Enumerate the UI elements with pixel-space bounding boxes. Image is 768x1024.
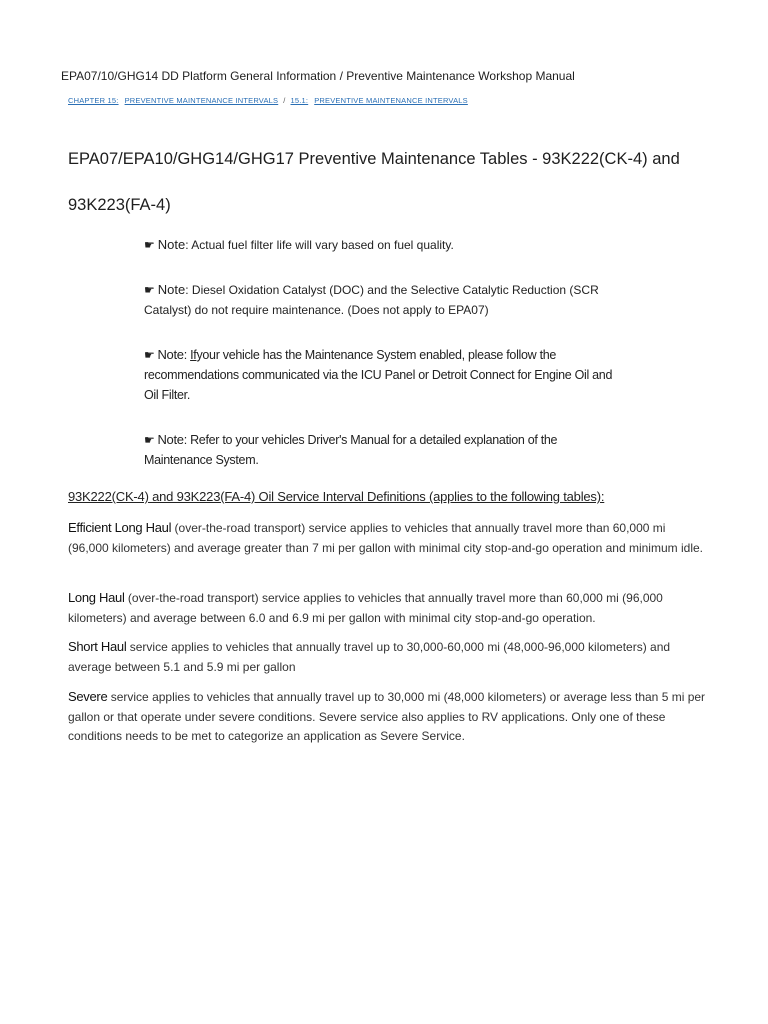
pointing-hand-icon: ☛ [144, 348, 155, 362]
definition-long-haul [68, 588, 708, 628]
definition-severe [68, 687, 708, 747]
note-drivers-manual [144, 430, 614, 470]
breadcrumb [68, 96, 468, 105]
definition-text: (over-the-road transport) service applies to vehicles that annually travel more than 60,000 mi (96,000 kilometers) and average greater than 7 mi per gallon with minimal city stop-and-go operation and minimum idle. [68, 521, 703, 555]
note-maintenance-system [144, 345, 624, 405]
breadcrumb-section-link[interactable] [291, 96, 468, 105]
note-label: Note [157, 237, 186, 252]
note-label: Note [157, 282, 186, 297]
breadcrumb-separator: / [283, 96, 286, 105]
note-text: your vehicle has the Maintenance System enabled, please follow the recommendations communicated via the ICU Panel or Detroit Connect for Engine Oil and Oil Filter. [144, 348, 613, 402]
note-label: Note [157, 432, 184, 447]
definitions-heading: 93K222(CK-4) and 93K223(FA-4) Oil Service Interval Definitions (applies to the following tables): [68, 489, 605, 504]
note-fuel-filter [144, 235, 644, 255]
pointing-hand-icon: ☛ [144, 433, 155, 447]
breadcrumb-chapter-label: PREVENTIVE MAINTENANCE INTERVALS [124, 96, 279, 105]
note-text: : Diesel Oxidation Catalyst (DOC) and the Selective Catalytic Reduction (SCR Catalyst) do not require maintenance. (Does not apply to EPA07) [144, 283, 599, 317]
note-text: : Refer to your vehicles Driver's Manual for a detailed explanation of the Maintenance System. [144, 433, 558, 467]
note-text: : Actual fuel filter life will vary based on fuel quality. [185, 238, 454, 252]
document-title: EPA07/10/GHG14 DD Platform General Information / Preventive Maintenance Workshop Manual [61, 69, 575, 83]
page-title: EPA07/EPA10/GHG14/GHG17 Preventive Maintenance Tables - 93K222(CK-4) and 93K223(FA-4) [68, 150, 680, 214]
definition-term: Efficient Long Haul [68, 520, 172, 535]
breadcrumb-section-number: 15.1: [290, 96, 309, 105]
breadcrumb-chapter-number: CHAPTER 15: [68, 96, 119, 105]
definition-term: Long Haul [68, 590, 125, 605]
breadcrumb-chapter-link[interactable] [68, 96, 278, 105]
definition-term: Short Haul [68, 639, 127, 654]
note-underlined-word: If [190, 348, 197, 362]
definition-efficient-long-haul [68, 518, 708, 558]
definition-short-haul [68, 637, 708, 677]
note-prefix: : [183, 348, 191, 362]
pointing-hand-icon: ☛ [144, 283, 155, 297]
definition-text: service applies to vehicles that annually travel up to 30,000 mi (48,000 kilometers) or average less than 5 mi per gallon or that operate under severe conditions. Severe service also applies to RV applications. Only one of these conditions needs to be met to categorize an application as Severe Service. [68, 690, 706, 743]
definition-text: (over-the-road transport) service applies to vehicles that annually travel more than 60,000 mi (96,000 kilometers) and average between 6.0 and 6.9 mi per gallon with minimal city stop-and-go operation. [68, 591, 663, 625]
breadcrumb-section-label: PREVENTIVE MAINTENANCE INTERVALS [314, 96, 468, 105]
pointing-hand-icon: ☛ [144, 238, 155, 252]
definition-text: service applies to vehicles that annually travel up to 30,000-60,000 mi (48,000-96,000 kilometers) and average between 5.1 and 5.9 mi per gallon [68, 640, 671, 674]
note-doc-scr [144, 280, 624, 320]
note-label: Note [157, 347, 184, 362]
definition-term: Severe [68, 689, 108, 704]
